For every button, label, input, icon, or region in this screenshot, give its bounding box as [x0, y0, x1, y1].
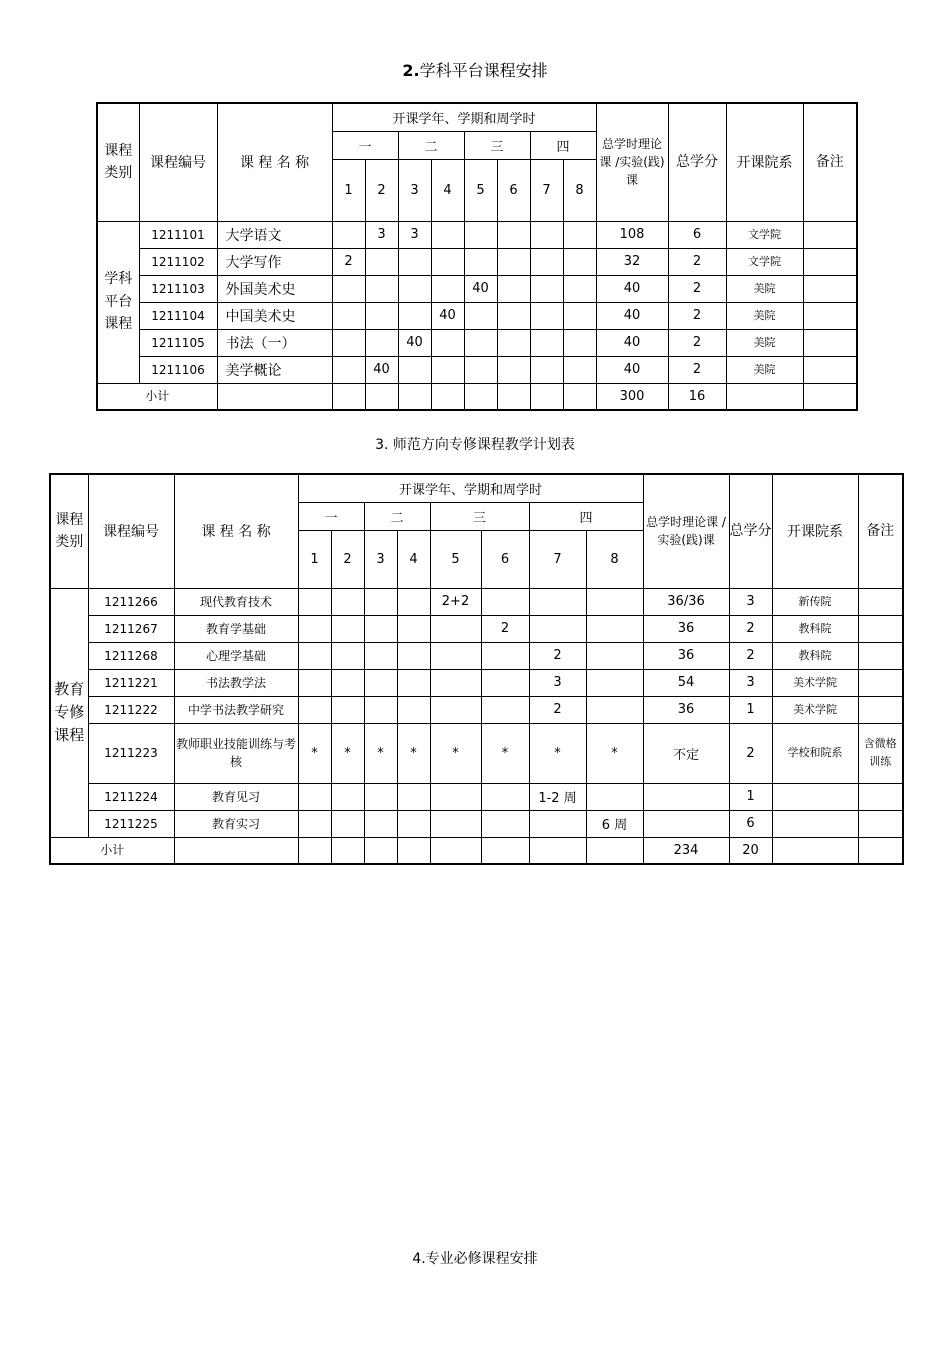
- term-hours: 40: [365, 356, 398, 383]
- term-hours: [331, 615, 364, 642]
- term-hours: 3: [365, 221, 398, 248]
- total-hours: 40: [596, 356, 668, 383]
- term-hours: *: [298, 723, 331, 783]
- term-hours: [464, 221, 497, 248]
- note: [803, 329, 857, 356]
- term-hours: *: [430, 723, 481, 783]
- term-hours: [529, 615, 586, 642]
- term-hours: [586, 669, 643, 696]
- term-hours: [298, 810, 331, 837]
- header-category: 课程类别: [97, 103, 139, 221]
- subtotal-row: [97, 383, 857, 410]
- header-name: 课 程 名 称: [217, 103, 332, 221]
- header-code: 课程编号: [88, 474, 174, 588]
- table-row: [97, 302, 857, 329]
- total-credits: 2: [668, 329, 726, 356]
- note: [858, 669, 903, 696]
- header-schedule: 开课学年、学期和周学时: [332, 103, 596, 131]
- term-hours: [530, 329, 563, 356]
- total-hours: [643, 783, 729, 810]
- term-hours: [530, 221, 563, 248]
- subtotal-note: [803, 383, 857, 410]
- total-hours: 40: [596, 329, 668, 356]
- header-dept: 开课院系: [726, 103, 803, 221]
- note: [858, 642, 903, 669]
- subtotal-term: [331, 837, 364, 864]
- header-year: 一: [332, 131, 398, 159]
- term-hours: [332, 329, 365, 356]
- category-label: 学科平台课程: [97, 221, 139, 383]
- term-hours: [430, 696, 481, 723]
- subtotal-hours: 234: [643, 837, 729, 864]
- term-hours: [398, 248, 431, 275]
- term-hours: [331, 588, 364, 615]
- course-name: 外国美术史: [217, 275, 332, 302]
- term-hours: [365, 329, 398, 356]
- table-row: [97, 275, 857, 302]
- subtotal-term: [481, 837, 529, 864]
- subtotal-note: [858, 837, 903, 864]
- total-hours: 54: [643, 669, 729, 696]
- term-hours: [332, 302, 365, 329]
- total-hours: 36: [643, 615, 729, 642]
- term-hours: [397, 642, 430, 669]
- subtotal-blank: [174, 837, 298, 864]
- subtotal-hours: 300: [596, 383, 668, 410]
- subtotal-dept: [726, 383, 803, 410]
- term-hours: [364, 615, 397, 642]
- term-hours: [331, 810, 364, 837]
- total-hours: [643, 810, 729, 837]
- course-name: 中国美术史: [217, 302, 332, 329]
- term-hours: [332, 221, 365, 248]
- total-credits: 1: [729, 783, 772, 810]
- subtotal-term: [431, 383, 464, 410]
- term-hours: [497, 329, 530, 356]
- header-note: 备注: [858, 474, 903, 588]
- course-code: 1211266: [88, 588, 174, 615]
- term-hours: [397, 588, 430, 615]
- term-hours: [530, 356, 563, 383]
- department: 新传院: [772, 588, 858, 615]
- term-hours: [398, 302, 431, 329]
- term-hours: *: [397, 723, 430, 783]
- subtotal-label: 小计: [50, 837, 174, 864]
- header-term: 8: [586, 530, 643, 588]
- subtotal-dept: [772, 837, 858, 864]
- subtotal-term: [365, 383, 398, 410]
- header-term: 8: [563, 159, 596, 221]
- total-credits: 6: [729, 810, 772, 837]
- subtotal-label: 小计: [97, 383, 217, 410]
- department: 文学院: [726, 221, 803, 248]
- header-dept: 开课院系: [772, 474, 858, 588]
- term-hours: [298, 642, 331, 669]
- note: [858, 810, 903, 837]
- term-hours: [497, 275, 530, 302]
- department: 文学院: [726, 248, 803, 275]
- term-hours: [331, 696, 364, 723]
- header-term: 7: [530, 159, 563, 221]
- note: [803, 302, 857, 329]
- subtotal-term: [430, 837, 481, 864]
- department: 美术学院: [772, 669, 858, 696]
- term-hours: [331, 783, 364, 810]
- term-hours: [364, 783, 397, 810]
- header-code: 课程编号: [139, 103, 217, 221]
- term-hours: [298, 696, 331, 723]
- header-term: 1: [332, 159, 365, 221]
- table-row: [50, 696, 903, 723]
- term-hours: [397, 669, 430, 696]
- term-hours: [431, 221, 464, 248]
- note: [858, 588, 903, 615]
- total-hours: 不定: [643, 723, 729, 783]
- header-term: 3: [364, 530, 397, 588]
- header-term: 7: [529, 530, 586, 588]
- term-hours: [586, 642, 643, 669]
- header-term: 3: [398, 159, 431, 221]
- header-term: 4: [431, 159, 464, 221]
- total-hours: 32: [596, 248, 668, 275]
- note: [858, 615, 903, 642]
- term-hours: [497, 302, 530, 329]
- term-hours: [464, 302, 497, 329]
- total-credits: 2: [668, 356, 726, 383]
- term-hours: [332, 275, 365, 302]
- term-hours: [530, 248, 563, 275]
- total-credits: 2: [729, 723, 772, 783]
- header-year: 三: [464, 131, 530, 159]
- term-hours: [364, 669, 397, 696]
- total-hours: 40: [596, 302, 668, 329]
- course-code: 1211223: [88, 723, 174, 783]
- note: [803, 221, 857, 248]
- table-row: [97, 221, 857, 248]
- course-code: 1211221: [88, 669, 174, 696]
- term-hours: [331, 669, 364, 696]
- department: 教科院: [772, 642, 858, 669]
- total-credits: 1: [729, 696, 772, 723]
- subtotal-term: [332, 383, 365, 410]
- total-hours: 36: [643, 696, 729, 723]
- table-row: [97, 248, 857, 275]
- header-credits: 总学分: [729, 474, 772, 588]
- term-hours: [365, 275, 398, 302]
- term-hours: [397, 783, 430, 810]
- term-hours: [563, 275, 596, 302]
- header-year: 二: [398, 131, 464, 159]
- course-name: 现代教育技术: [174, 588, 298, 615]
- header-note: 备注: [803, 103, 857, 221]
- term-hours: [398, 275, 431, 302]
- term-hours: 3: [398, 221, 431, 248]
- total-hours: 40: [596, 275, 668, 302]
- term-hours: [586, 783, 643, 810]
- header-term: 5: [464, 159, 497, 221]
- subtotal-term: [563, 383, 596, 410]
- total-hours: 36: [643, 642, 729, 669]
- note: [803, 248, 857, 275]
- term-hours: *: [481, 723, 529, 783]
- term-hours: [563, 302, 596, 329]
- total-credits: 2: [668, 302, 726, 329]
- course-code: 1211225: [88, 810, 174, 837]
- term-hours: [430, 810, 481, 837]
- subtotal-credits: 16: [668, 383, 726, 410]
- header-year: 二: [364, 502, 430, 530]
- course-code: 1211267: [88, 615, 174, 642]
- course-name: 书法教学法: [174, 669, 298, 696]
- course-code: 1211106: [139, 356, 217, 383]
- term-hours: [529, 810, 586, 837]
- term-hours: [397, 810, 430, 837]
- course-name: 心理学基础: [174, 642, 298, 669]
- course-name: 教育学基础: [174, 615, 298, 642]
- subtotal-term: [529, 837, 586, 864]
- term-hours: [497, 221, 530, 248]
- header-name: 课 程 名 称: [174, 474, 298, 588]
- header-hours: 总学时理论课 /实验(践)课: [643, 474, 729, 588]
- header-term: 1: [298, 530, 331, 588]
- term-hours: [464, 356, 497, 383]
- term-hours: [298, 783, 331, 810]
- term-hours: [586, 615, 643, 642]
- course-name: 教育实习: [174, 810, 298, 837]
- course-name: 中学书法教学研究: [174, 696, 298, 723]
- term-hours: [481, 810, 529, 837]
- table-row: [50, 669, 903, 696]
- term-hours: [481, 669, 529, 696]
- term-hours: [398, 356, 431, 383]
- department: 学校和院系: [772, 723, 858, 783]
- note: [803, 275, 857, 302]
- total-credits: 6: [668, 221, 726, 248]
- teacher-education-table: [49, 473, 904, 865]
- term-hours: [298, 588, 331, 615]
- header-term: 2: [331, 530, 364, 588]
- subtotal-blank: [217, 383, 332, 410]
- term-hours: [563, 248, 596, 275]
- header-credits: 总学分: [668, 103, 726, 221]
- term-hours: [481, 642, 529, 669]
- table-row: [50, 588, 903, 615]
- note: 含微格训练: [858, 723, 903, 783]
- subtotal-term: [398, 383, 431, 410]
- total-credits: 3: [729, 669, 772, 696]
- course-name: 大学语文: [217, 221, 332, 248]
- course-code: 1211224: [88, 783, 174, 810]
- term-hours: [397, 696, 430, 723]
- header-year: 四: [530, 131, 596, 159]
- term-hours: [431, 356, 464, 383]
- note: [858, 783, 903, 810]
- term-hours: [331, 642, 364, 669]
- course-code: 1211101: [139, 221, 217, 248]
- note: [858, 696, 903, 723]
- department: [772, 810, 858, 837]
- subtotal-term: [497, 383, 530, 410]
- subtotal-term: [586, 837, 643, 864]
- course-name: 美学概论: [217, 356, 332, 383]
- term-hours: 2: [529, 696, 586, 723]
- term-hours: *: [331, 723, 364, 783]
- subtotal-term: [364, 837, 397, 864]
- header-term: 4: [397, 530, 430, 588]
- term-hours: [431, 248, 464, 275]
- term-hours: [397, 615, 430, 642]
- total-credits: 2: [729, 642, 772, 669]
- table-row: [97, 329, 857, 356]
- total-credits: 2: [668, 275, 726, 302]
- course-code: 1211104: [139, 302, 217, 329]
- term-hours: [364, 696, 397, 723]
- subtotal-term: [397, 837, 430, 864]
- term-hours: 3: [529, 669, 586, 696]
- table-row: [50, 615, 903, 642]
- note: [803, 356, 857, 383]
- term-hours: [464, 329, 497, 356]
- term-hours: 6 周: [586, 810, 643, 837]
- course-name: 大学写作: [217, 248, 332, 275]
- term-hours: 2: [481, 615, 529, 642]
- term-hours: 2: [332, 248, 365, 275]
- table-row: [50, 810, 903, 837]
- department: 美术学院: [772, 696, 858, 723]
- term-hours: [365, 248, 398, 275]
- term-hours: [464, 248, 497, 275]
- term-hours: [430, 783, 481, 810]
- total-hours: 36/36: [643, 588, 729, 615]
- term-hours: [481, 696, 529, 723]
- subtotal-credits: 20: [729, 837, 772, 864]
- course-code: 1211105: [139, 329, 217, 356]
- total-credits: 2: [729, 615, 772, 642]
- header-schedule: 开课学年、学期和周学时: [298, 474, 643, 502]
- term-hours: [430, 615, 481, 642]
- subtotal-term: [530, 383, 563, 410]
- term-hours: [430, 669, 481, 696]
- header-year: 一: [298, 502, 364, 530]
- term-hours: [586, 696, 643, 723]
- term-hours: [530, 302, 563, 329]
- term-hours: [298, 669, 331, 696]
- header-hours: 总学时理论课 /实验(践)课: [596, 103, 668, 221]
- term-hours: *: [364, 723, 397, 783]
- subtotal-term: [464, 383, 497, 410]
- term-hours: [529, 588, 586, 615]
- department: 美院: [726, 275, 803, 302]
- term-hours: 40: [398, 329, 431, 356]
- department: 美院: [726, 356, 803, 383]
- subject-platform-table: [96, 102, 858, 411]
- term-hours: [563, 221, 596, 248]
- department: [772, 783, 858, 810]
- header-term: 6: [497, 159, 530, 221]
- section3-title: 3. 师范方向专修课程教学计划表: [375, 437, 575, 453]
- course-name: 教师职业技能训练与考核: [174, 723, 298, 783]
- header-year: 三: [430, 502, 529, 530]
- course-code: 1211268: [88, 642, 174, 669]
- term-hours: [563, 329, 596, 356]
- table-row: [50, 783, 903, 810]
- category-label: 教育专修课程: [50, 588, 88, 837]
- header-category: 课程类别: [50, 474, 88, 588]
- total-credits: 2: [668, 248, 726, 275]
- course-name: 书法（一）: [217, 329, 332, 356]
- term-hours: [497, 248, 530, 275]
- term-hours: [481, 783, 529, 810]
- section2-title: 2.学科平台课程安排: [402, 61, 548, 80]
- subtotal-term: [298, 837, 331, 864]
- term-hours: [586, 588, 643, 615]
- term-hours: [332, 356, 365, 383]
- term-hours: [431, 275, 464, 302]
- course-code: 1211103: [139, 275, 217, 302]
- term-hours: [563, 356, 596, 383]
- course-name: 教育见习: [174, 783, 298, 810]
- department: 美院: [726, 329, 803, 356]
- course-code: 1211102: [139, 248, 217, 275]
- term-hours: [497, 356, 530, 383]
- department: 教科院: [772, 615, 858, 642]
- course-code: 1211222: [88, 696, 174, 723]
- table-row: [97, 356, 857, 383]
- total-credits: 3: [729, 588, 772, 615]
- term-hours: [365, 302, 398, 329]
- term-hours: [430, 642, 481, 669]
- term-hours: 40: [431, 302, 464, 329]
- department: 美院: [726, 302, 803, 329]
- table-row: [50, 642, 903, 669]
- term-hours: [431, 329, 464, 356]
- term-hours: [530, 275, 563, 302]
- term-hours: [364, 810, 397, 837]
- term-hours: *: [529, 723, 586, 783]
- term-hours: 40: [464, 275, 497, 302]
- header-term: 5: [430, 530, 481, 588]
- term-hours: 2+2: [430, 588, 481, 615]
- term-hours: [364, 588, 397, 615]
- header-term: 6: [481, 530, 529, 588]
- term-hours: 2: [529, 642, 586, 669]
- section4-title: 4.专业必修课程安排: [412, 1251, 538, 1267]
- subtotal-row: [50, 837, 903, 864]
- term-hours: *: [586, 723, 643, 783]
- header-year: 四: [529, 502, 643, 530]
- total-hours: 108: [596, 221, 668, 248]
- header-term: 2: [365, 159, 398, 221]
- term-hours: [481, 588, 529, 615]
- term-hours: [298, 615, 331, 642]
- term-hours: 1-2 周: [529, 783, 586, 810]
- term-hours: [364, 642, 397, 669]
- table-row: [50, 723, 903, 783]
